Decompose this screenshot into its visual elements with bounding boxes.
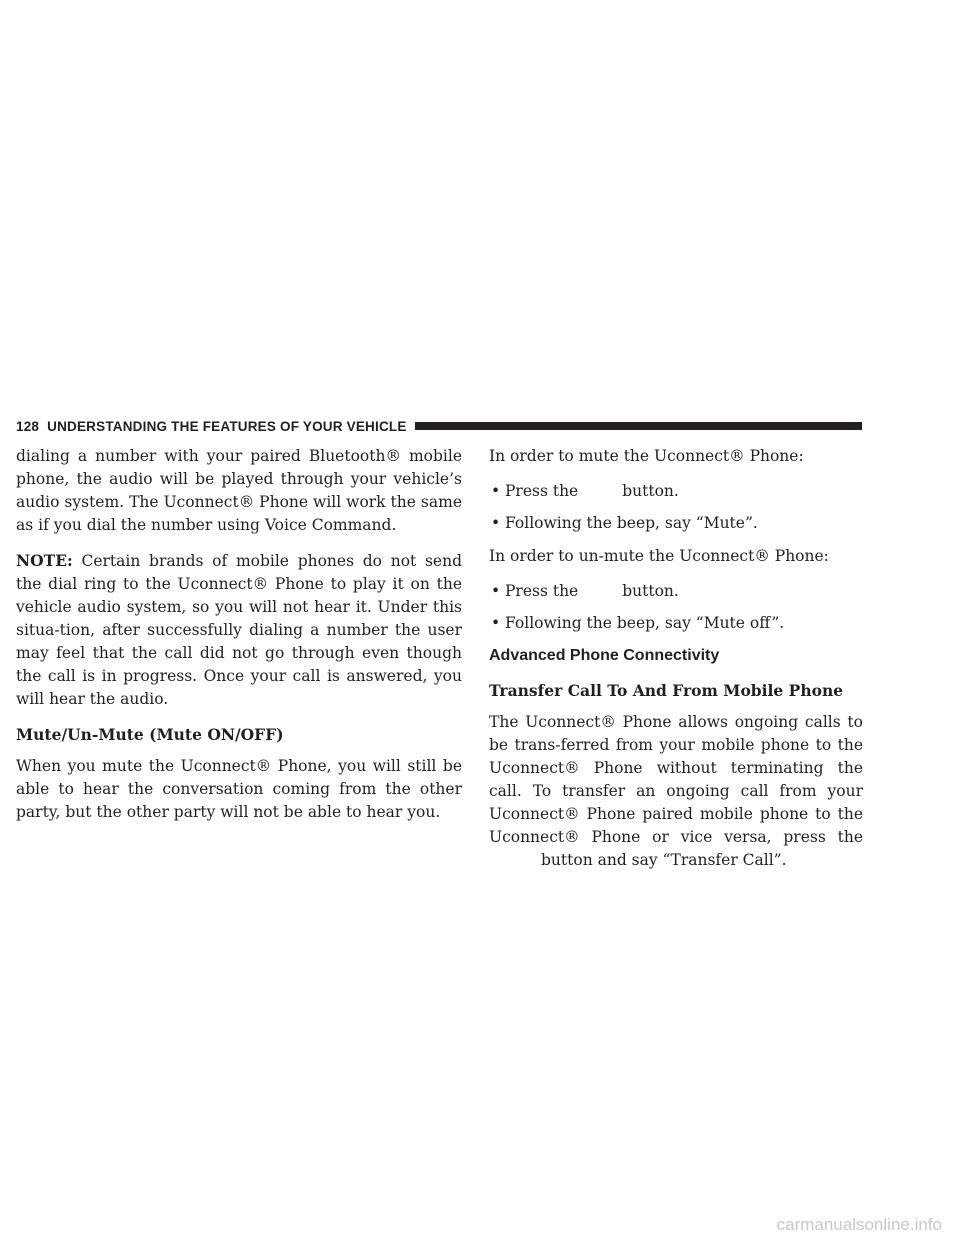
mute-intro: In order to mute the Uconnect® Phone:	[489, 447, 804, 465]
transfer-paragraph: The Uconnect® Phone allows ongoing calls to be trans-ferred from your mobile phone to the Uconnect® Phone without terminating the call. To transfer an ongoing call from your Uconnect® Phone paired mobile phone to the Uconnect® Phone or vice versa, press thebutton and say “Transfer Call”.	[489, 713, 863, 869]
mute-paragraph: When you mute the Uconnect® Phone, you will still be able to hear the conversation coming from the other party, but the other party will not be able to hear you.	[16, 757, 462, 821]
note-label: NOTE:	[16, 551, 73, 570]
header-rule	[415, 422, 862, 430]
left-column	[16, 445, 462, 836]
mute-heading: Mute/Un-Mute (Mute ON/OFF)	[16, 725, 284, 744]
right-column	[489, 445, 863, 884]
note-paragraph	[16, 549, 462, 711]
list-item: • Following the beep, say “Mute”.	[489, 512, 863, 535]
transfer-heading: Transfer Call To And From Mobile Phone	[489, 681, 844, 700]
page-number: 128	[16, 418, 40, 434]
page-header	[16, 417, 862, 435]
list-item: • Following the beep, say “Mute off”.	[489, 612, 863, 635]
note-text: Certain brands of mobile phones do not send the dial ring to the Uconnect® Phone to play it on the vehicle audio system, so you will not hear it. Under this situa-tion, after successfully dialing a number the user may feel that the call did not go through even though the call is in progress. Once your call is answered, you will hear the audio.	[16, 552, 462, 708]
unmute-intro: In order to un-mute the Uconnect® Phone:	[489, 547, 829, 565]
section-heading: Advanced Phone Connectivity	[489, 647, 720, 664]
watermark: carmanualsonline.info	[776, 1215, 942, 1234]
list-item: • Press the button.	[489, 480, 863, 503]
running-header-title: UNDERSTANDING THE FEATURES OF YOUR VEHICLE	[47, 418, 407, 434]
intro-paragraph: dialing a number with your paired Bluetooth® mobile phone, the audio will be played through your vehicle’s audio system. The Uconnect® Phone will work the same as if you dial the number using Voice Command.	[16, 447, 462, 534]
mute-steps	[489, 480, 863, 535]
unmute-steps	[489, 580, 863, 635]
list-item: • Press the button.	[489, 580, 863, 603]
